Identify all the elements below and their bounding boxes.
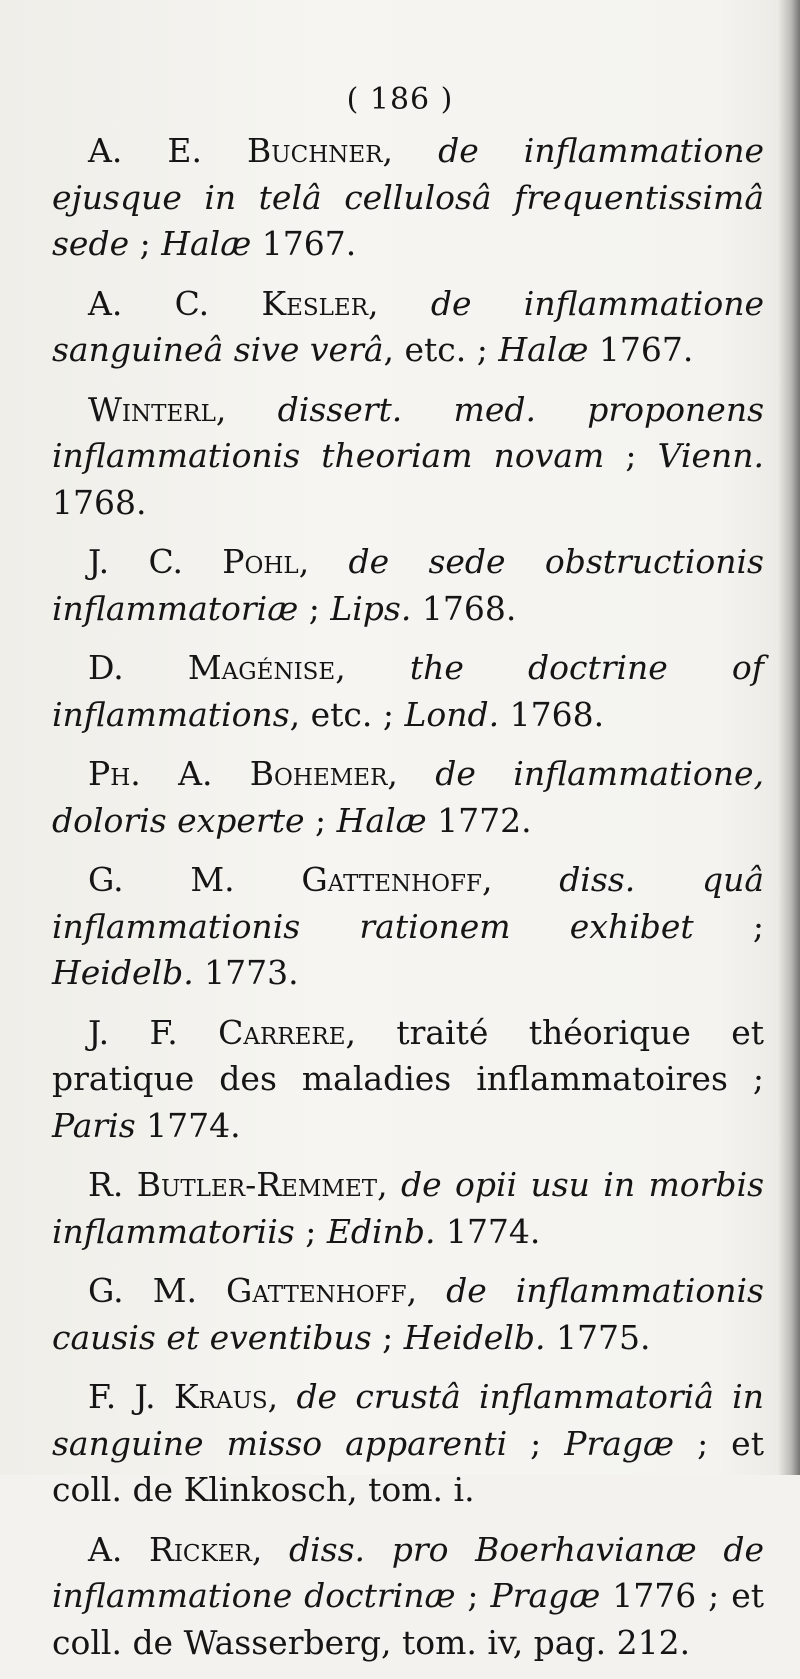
entry-title: de inflammationis causis et eventibus bbox=[52, 1271, 764, 1357]
bibliography-entry bbox=[52, 1268, 764, 1361]
bibliography-entry bbox=[52, 281, 764, 374]
entry-year: 1775. bbox=[545, 1317, 651, 1357]
entry-year: 1774. bbox=[135, 1105, 241, 1145]
entry-punctuation: ; bbox=[294, 1211, 327, 1251]
entry-place: Paris bbox=[52, 1105, 136, 1145]
entry-author: Ph. A. Bohemer bbox=[88, 754, 388, 793]
entry-place: Heidelb. bbox=[403, 1317, 546, 1357]
bibliography-entry bbox=[52, 1162, 764, 1255]
bibliography-entry bbox=[52, 1374, 764, 1514]
bibliography-entry bbox=[52, 857, 764, 997]
entry-title: diss. pro Boerhavianæ de inflammatione doctrinæ bbox=[52, 1529, 764, 1615]
entry-year: 1776 ; et coll. de Wasserberg, tom. iv, pag. 212. bbox=[52, 1576, 764, 1662]
entry-punctuation: ; bbox=[604, 436, 658, 475]
entry-year: 1768. bbox=[499, 694, 605, 734]
entry-place: Lond. bbox=[404, 694, 500, 734]
bibliography-entry bbox=[52, 539, 764, 632]
entry-title: de crustâ inflammatoriâ in sanguine misso apparenti bbox=[52, 1377, 764, 1463]
entry-year: ; et coll. de Klinkosch, tom. i. bbox=[52, 1423, 764, 1509]
entry-author: J. C. Pohl bbox=[88, 542, 299, 581]
entry-author: G. M. Gattenhoff bbox=[88, 860, 482, 899]
entry-place: Halæ bbox=[336, 800, 427, 840]
entry-separator: , bbox=[387, 754, 436, 793]
entry-title: the doctrine of inflammations bbox=[52, 648, 764, 734]
entry-year: 1768. bbox=[52, 482, 147, 522]
page-number-header: ( 186 ) bbox=[346, 82, 454, 117]
entry-author: D. Magénise bbox=[88, 648, 336, 687]
entry-separator: , bbox=[251, 1529, 289, 1569]
entry-title: dissert. med. proponens inflammationis theoriam novam bbox=[52, 389, 765, 475]
page-edge-shadow bbox=[778, 0, 800, 1475]
entry-place: Vienn. bbox=[657, 436, 764, 475]
entry-separator: , bbox=[215, 389, 278, 429]
bibliography-entry bbox=[52, 1527, 764, 1667]
entry-punctuation: ; bbox=[304, 800, 337, 840]
entry-place: Pragæ bbox=[490, 1576, 601, 1615]
entry-punctuation: ; bbox=[371, 1317, 404, 1357]
entry-title: de sede obstructionis inflammatoriæ bbox=[52, 542, 764, 628]
entry-separator: , bbox=[335, 648, 410, 687]
entry-separator: , traité théorique et pratique des maladies inflammatoires bbox=[52, 1012, 764, 1098]
entry-author: R. Butler-Remmet bbox=[88, 1165, 378, 1204]
bibliography-entry bbox=[52, 751, 764, 844]
entry-title: de inflammatione, doloris experte bbox=[52, 754, 764, 840]
bibliography-entry bbox=[52, 128, 764, 268]
entry-title: de opii usu in morbis inflammatoriis bbox=[52, 1165, 765, 1251]
entry-year: 1772. bbox=[426, 800, 532, 840]
entry-author: A. C. Kesler bbox=[88, 283, 369, 323]
entry-separator: , bbox=[481, 860, 560, 899]
entry-author: F. J. Kraus bbox=[88, 1377, 268, 1416]
entry-title: de inflammatione sanguineâ sive verâ bbox=[52, 283, 764, 369]
entry-author: J. F. Carrere bbox=[88, 1012, 346, 1052]
entry-punctuation: , etc. ; bbox=[383, 330, 499, 369]
entry-punctuation: ; bbox=[507, 1423, 565, 1463]
entry-separator: , bbox=[406, 1271, 447, 1310]
bibliography-entry bbox=[52, 1010, 764, 1150]
entry-punctuation: , etc. ; bbox=[289, 694, 405, 734]
entry-separator: , bbox=[368, 283, 431, 323]
entry-separator: , bbox=[298, 542, 349, 581]
bibliography-list bbox=[52, 128, 764, 1679]
entry-separator: , bbox=[267, 1377, 297, 1416]
entry-place: Edinb. bbox=[326, 1211, 436, 1251]
entry-place: Heidelb. bbox=[52, 953, 194, 992]
entry-author: Winterl bbox=[88, 389, 216, 429]
entry-title: diss. quâ inflammationis rationem exhibet bbox=[52, 860, 764, 946]
entry-year: 1767. bbox=[588, 330, 694, 369]
entry-punctuation: ; bbox=[455, 1576, 491, 1615]
entry-punctuation: ; bbox=[727, 1059, 765, 1098]
entry-separator: , bbox=[382, 131, 439, 170]
entry-author: A. E. Buchner bbox=[88, 131, 383, 170]
entry-year: 1768. bbox=[411, 588, 517, 628]
bibliography-entry bbox=[52, 645, 764, 738]
entry-place: Pragæ bbox=[564, 1423, 675, 1463]
entry-place: Halæ bbox=[161, 224, 252, 263]
entry-punctuation: ; bbox=[129, 224, 162, 263]
bibliography-entry bbox=[52, 387, 764, 527]
entry-year: 1773. bbox=[193, 953, 299, 992]
entry-punctuation: ; bbox=[298, 588, 331, 628]
entry-author: A. Ricker bbox=[88, 1529, 252, 1569]
entry-place: Halæ bbox=[498, 330, 589, 369]
entry-year: 1767. bbox=[251, 224, 357, 263]
entry-punctuation: ; bbox=[693, 906, 764, 946]
entry-title: de inflammatione ejusque in telâ cellulosâ frequentissimâ sede bbox=[52, 131, 764, 263]
entry-author: G. M. Gattenhoff bbox=[88, 1271, 407, 1310]
entry-place: Lips. bbox=[330, 588, 412, 628]
entry-year: 1774. bbox=[435, 1211, 541, 1251]
entry-separator: , bbox=[377, 1165, 401, 1204]
